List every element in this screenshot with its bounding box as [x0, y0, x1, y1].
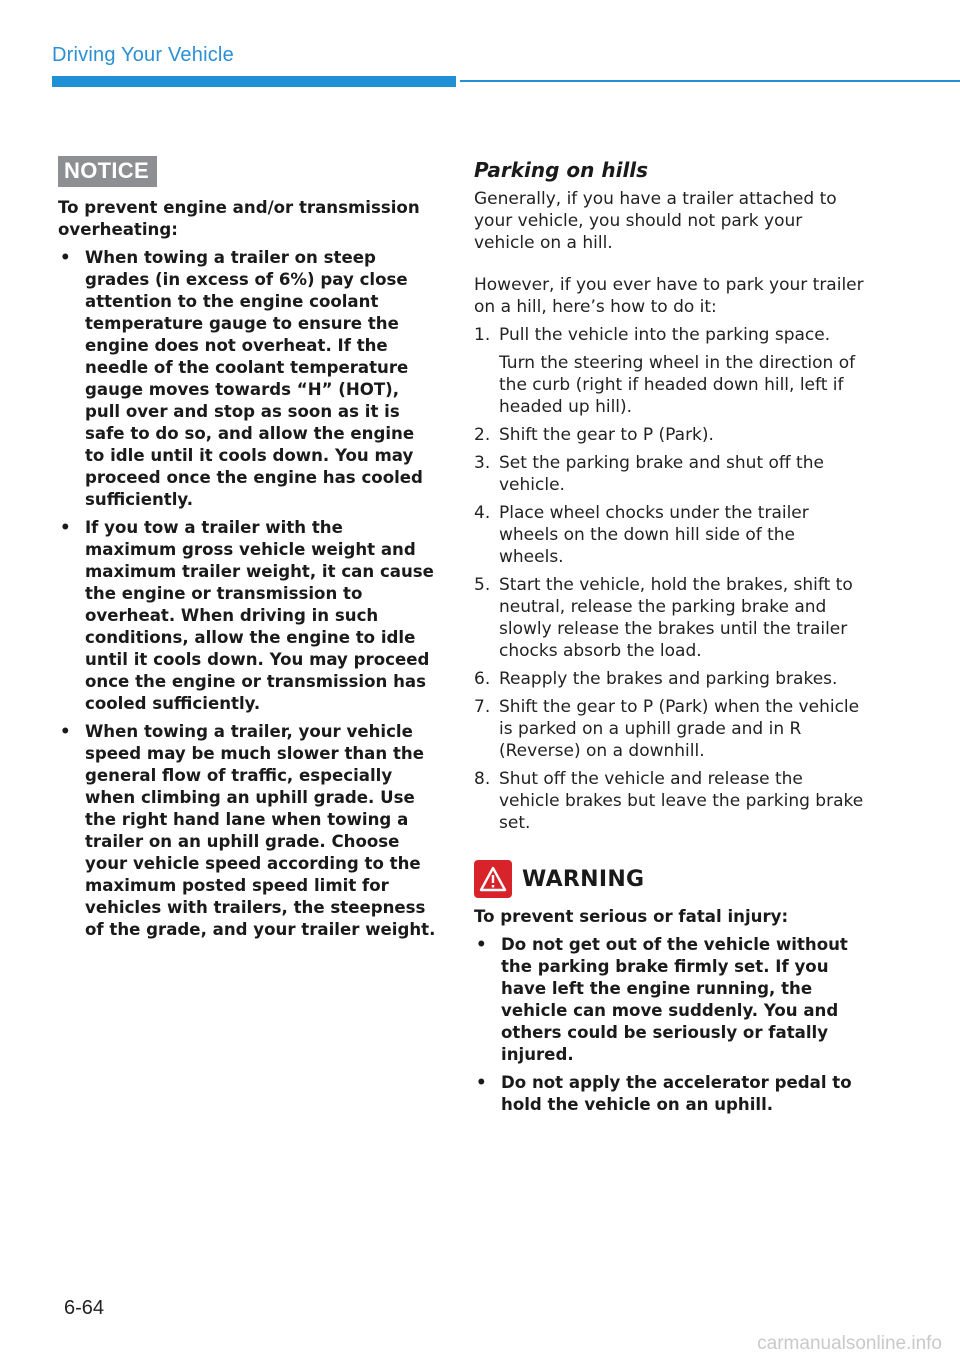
parking-section: [474, 158, 864, 1122]
warning-bullet: [474, 934, 864, 1066]
parking-step: [474, 502, 864, 568]
parking-step: [474, 668, 864, 690]
step-number: 8.: [474, 769, 491, 789]
bullet-dot-icon: •: [60, 722, 71, 741]
parking-step: [474, 424, 864, 446]
step-text: Shut off the vehicle and release the vehicle brakes but leave the parking brake set.: [499, 769, 864, 833]
step-text: Set the parking brake and shut off the vehicle.: [499, 453, 824, 495]
step-number: 1.: [474, 325, 491, 345]
notice-bullet-list: [58, 247, 438, 941]
parking-step: [474, 574, 864, 662]
notice-bullet-text: When towing a trailer, your vehicle speed may be much slower than the general flow of traffic, especially when climbing an uphill grade. Use the right hand lane when towing a trailer on an uphill grade. Choose your vehicle speed according to the maximum posted speed limit for vehicles with trailers, the steepness of the grade, and your trailer weight.: [85, 722, 436, 939]
notice-bullet: [58, 247, 438, 511]
step-number: 6.: [474, 669, 491, 689]
parking-title: Parking on hills: [474, 158, 649, 182]
bullet-dot-icon: •: [60, 248, 71, 267]
parking-steps-list: [474, 324, 864, 834]
notice-bullet: [58, 721, 438, 941]
notice-bullet-text: When towing a trailer on steep grades (in excess of 6%) pay close attention to the engine coolant temperature gauge to ensure the engine does not overheat. If the needle of the coolant temperature gauge moves towards “H” (HOT), pull over and stop as soon as it is safe to do so, and allow the engine to idle until it cools down. You may proceed once the engine has cooled sufficiently.: [85, 248, 423, 509]
warning-bullet: [474, 1072, 864, 1116]
step-text: Reapply the brakes and parking brakes.: [499, 669, 838, 689]
header-rule-line: [460, 80, 960, 82]
step-number: 4.: [474, 503, 491, 523]
step-text: Shift the gear to P (Park).: [499, 425, 714, 445]
parking-step: [474, 324, 864, 418]
header-accent-bar: [52, 76, 456, 87]
warning-bullet-list: [474, 934, 864, 1116]
notice-bullet: [58, 517, 438, 715]
step-text: Start the vehicle, hold the brakes, shift to neutral, release the parking brake and slowly release the brakes until the trailer chocks absorb the load.: [499, 575, 853, 661]
step-number: 7.: [474, 697, 491, 717]
step-text: Shift the gear to P (Park) when the vehicle is parked on a uphill grade and in R (Reverse) on a downhill.: [499, 697, 860, 761]
parking-step: [474, 768, 864, 834]
step-number: 3.: [474, 453, 491, 473]
step-number: 5.: [474, 575, 491, 595]
warning-triangle-icon: [474, 860, 512, 898]
bullet-dot-icon: •: [60, 518, 71, 537]
step-text: Pull the vehicle into the parking space.: [499, 325, 831, 345]
warning-bullet-text: Do not get out of the vehicle without the parking brake firmly set. If you have left the engine running, the vehicle can move suddenly. You and others could be seriously or fatally injured.: [501, 935, 848, 1064]
step-text: Place wheel chocks under the trailer wheels on the down hill side of the wheels.: [499, 503, 809, 567]
section-header-title: Driving Your Vehicle: [52, 44, 234, 66]
step-number: 2.: [474, 425, 491, 445]
parking-step: [474, 696, 864, 762]
parking-paragraph: However, if you ever have to park your trailer on a hill, here’s how to do it:: [474, 275, 864, 317]
bullet-dot-icon: •: [476, 935, 487, 954]
parking-step: [474, 452, 864, 496]
bullet-dot-icon: •: [476, 1073, 487, 1092]
notice-bullet-text: If you tow a trailer with the maximum gross vehicle weight and maximum trailer weight, it can cause the engine or transmission to overheat. When driving in such conditions, allow the engine to idle until it cools down. You may proceed once the engine or transmission has cooled sufficiently.: [85, 518, 434, 713]
warning-intro: To prevent serious or fatal injury:: [474, 907, 789, 926]
warning-title: WARNING: [522, 866, 645, 892]
warning-header: [474, 860, 864, 898]
watermark: carmanualsonline.info: [757, 1333, 942, 1354]
warning-bullet-text: Do not apply the accelerator pedal to hold the vehicle on an uphill.: [501, 1073, 852, 1114]
step-extra-text: Turn the steering wheel in the direction of the curb (right if headed down hill, left if headed up hill).: [499, 353, 856, 417]
parking-paragraph: Generally, if you have a trailer attached to your vehicle, you should not park your vehicle on a hill.: [474, 189, 837, 253]
page-number: 6-64: [64, 1297, 105, 1319]
notice-badge: NOTICE: [58, 156, 157, 187]
notice-section: [58, 156, 438, 947]
notice-intro: To prevent engine and/or transmission overheating:: [58, 198, 420, 239]
